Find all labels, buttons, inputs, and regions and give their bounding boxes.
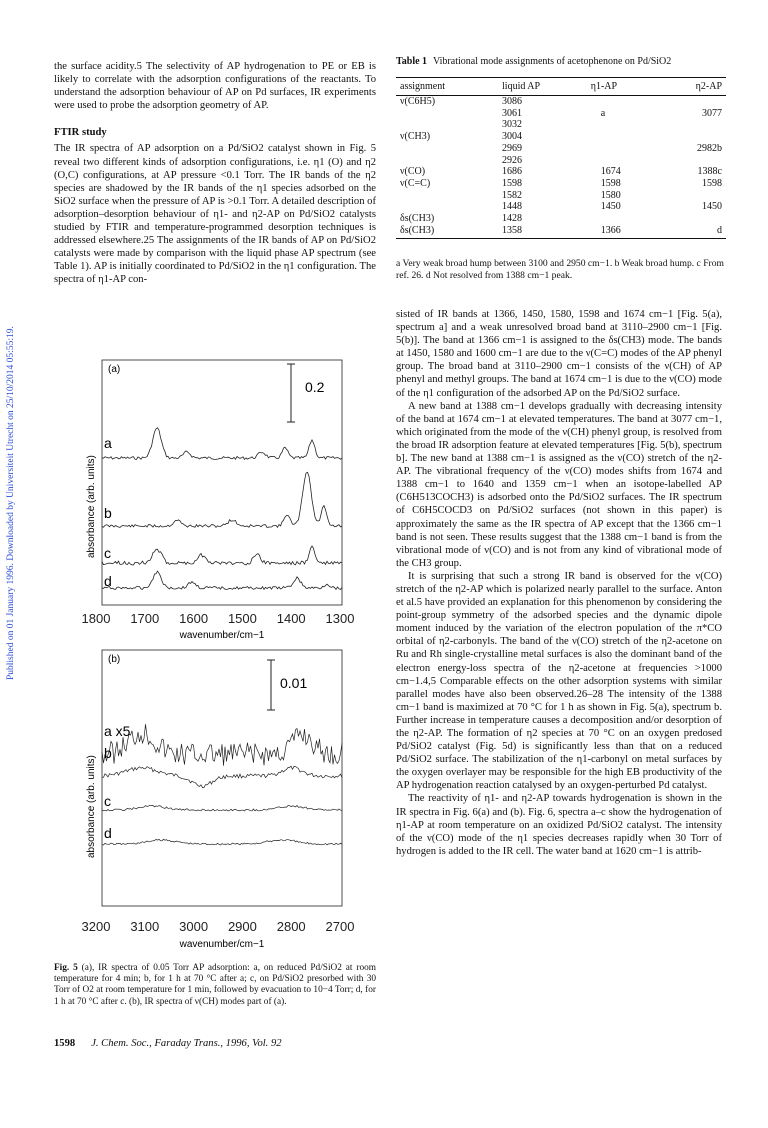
table-cell: 1448	[502, 201, 523, 213]
table-row	[396, 155, 726, 167]
table-cell: 1358	[498, 225, 587, 239]
scale-label: 0.01	[280, 675, 308, 691]
figure-caption-text: (a), IR spectra of 0.05 Torr AP adsorption: a, on reduced Pd/SiO2 at room temperature for 4 min; b, for 1 h at 70 °C after a; c, on Pd/SiO2 presorbed with 30 Torr of O2 at room temperature for 1 min, followed by evacuation to 10−4 Torr; d, for 1 h at 70 °C after c. (b), IR spectra of ν(CH) modes part of (a).	[54, 963, 376, 1007]
table-cell	[587, 131, 660, 143]
table-row	[396, 166, 726, 178]
assignment-table	[396, 77, 726, 239]
download-watermark: Published on 01 January 1996. Downloaded by Universiteit Utrecht on 25/10/2014 05:55:19.	[6, 326, 16, 680]
table-cell	[587, 96, 660, 108]
table-cell: 1450	[600, 201, 621, 213]
x-tick-label: 1300	[325, 611, 355, 626]
left-column	[54, 60, 376, 287]
table-row	[396, 119, 726, 131]
table-row	[396, 96, 726, 108]
page-number: 1598	[54, 1038, 76, 1049]
figure-5b	[82, 648, 372, 953]
column-header: η1-AP	[587, 78, 660, 96]
right-column	[396, 308, 722, 858]
table-cell	[396, 155, 498, 167]
x-tick-label: 1800	[82, 611, 111, 626]
table-footnote: a Very weak broad hump between 3100 and 2950 cm−1. b Weak broad hump. c From ref. 26. d Not resolved from 1388 cm−1 peak.	[396, 258, 724, 281]
table-cell: δs(CH3)	[400, 213, 435, 225]
trace-label: d	[104, 825, 112, 841]
panel-label: (a)	[108, 364, 121, 375]
table-cell	[587, 213, 660, 225]
paragraph: A new band at 1388 cm−1 develops gradually with decreasing intensity of the band at 1674 cm−1 at elevated temperatures. The band at 3077 cm−1, which originated from the mode of the ν(CH) phenyl group, is resolved from the broad IR adsorption feature at elevated temperatures [Fig. 5(b), spectrum b]. The new band at 1388 cm−1 is assigned as the ν(CO) stretch of the η2-AP. The vibrational frequency of the ν(CO) modes shifts from 1674 and 1388 cm−1 to 1640 and 1359 cm−1 when an isotope-labelled AP (C6H513COCH3) is adsorbed onto the Pd/SiO2 surfaces. The IR spectrum of C6H5COCD3 on Pd/SiO2 surfaces (not shown in this paper) is approximately the same as the IR spectra of AP except that the 1366 cm−1 band is not seen. These results suggest that the 1388 cm−1 band is from the vibrational mode of ν(CO) and is not from any kind of vibrational mode of the CH3 group.	[396, 400, 722, 569]
table-cell: 3061	[502, 107, 523, 119]
table-row	[396, 225, 726, 239]
table-cell	[396, 201, 498, 213]
table-cell	[660, 155, 726, 167]
x-tick-label: 1400	[276, 611, 306, 626]
trace-label: c	[104, 545, 111, 561]
spectrum-trace	[102, 839, 342, 845]
table-cell: 3077	[702, 107, 722, 119]
table-cell	[660, 96, 726, 108]
table-cell: 1582	[502, 189, 523, 201]
x-tick-label: 2800	[276, 919, 306, 934]
table-cell: 1428	[502, 213, 523, 225]
paragraph: The reactivity of η1- and η2-AP towards hydrogenation is shown in the IR spectra in Fig. 6(a) and (b). Fig. 6, spectra a–c show the hydrogenation of η1-AP at room temperature on an oxidized Pd/SiO2 catalyst. The intensity of the ν(CO) mode of the η1 species decreases rapidly when 30 Torr of hydrogen is added to the IR cell. The water band at 1620 cm−1 is attrib-	[396, 793, 722, 857]
table-label: Table 1	[396, 56, 428, 67]
table-cell: 3004	[502, 131, 523, 143]
table-cell: ν(C=C)	[400, 177, 431, 189]
spectrum-trace	[102, 766, 342, 788]
table-cell	[396, 190, 498, 202]
column-header: assignment	[396, 78, 498, 96]
table-row	[396, 131, 726, 143]
trace-label: b	[104, 505, 112, 521]
scale-label: 0.2	[305, 379, 325, 395]
table-cell: 1580	[600, 189, 621, 201]
x-tick-label: 3000	[179, 919, 209, 934]
table-cell	[660, 190, 726, 202]
figure-5a	[82, 358, 372, 648]
spectrum-trace	[102, 805, 342, 811]
table-cell	[396, 108, 498, 120]
table-cell: 1388c	[697, 166, 722, 178]
paragraph: It is surprising that such a strong IR band is observed for the ν(CO) stretch of the η2-AP which is polarized nearly parallel to the surface. Anton et al.5 have provided an explanation for this phenomenon by considering the point-group symmetry of the adsorbed species and the dynamic dipole moment induced by the variation of the electron population of the π*CO orbital of η2-carbonyls. The band of the ν(CO) stretch of the η2-acetone on Ru and Rh single-crystalline metal surfaces is also the dominant band of the electron energy-loss spectra of the η2-acetone at frequencies >1000 cm−1.4,5 Comparable effects on the other adsorption systems with similar parallel modes have also been observed.26–28 The intensity of the 1388 cm−1 band is maximized at 70 °C for 1 h as shown in Fig. 5(a), spectrum b. Further increase in temperature causes a decomposition and/or desorption of the η2-AP. The formation of η2 species at 70 °C on an oxygen predosed Pd/SiO2 catalyst (Fig. 5d) is significantly less than that on a reduced Pd/SiO2 surface. The stabilization of the η1-carbonyl on metal surfaces by the oxygen overlayer may be responsible for the high EB productivity of the AP hydrogenation reaction catalysed by an oxygen-perturbed Pd catalyst.	[396, 570, 722, 792]
table-cell: 1450	[702, 201, 722, 213]
table-row	[396, 201, 726, 213]
table-cell: 2982b	[697, 142, 722, 154]
table-cell: 2969	[502, 142, 523, 154]
figure-caption	[54, 963, 376, 1008]
table-cell	[396, 119, 498, 131]
figure-label: Fig. 5	[54, 963, 78, 973]
paragraph: the surface acidity.5 The selectivity of AP hydrogenation to PE or EB is likely to correlate with the adsorption configurations of the reactants. To understand the adsorption behaviour of AP on Pd surfaces, IR experiments were used to probe the adsorption geometry of AP.	[54, 61, 376, 112]
table-header-row	[396, 78, 726, 96]
table-cell: 1366	[587, 225, 660, 239]
table-cell	[587, 143, 660, 155]
x-tick-label: 1700	[130, 611, 160, 626]
spectrum-trace	[102, 428, 342, 460]
paragraph: sisted of IR bands at 1366, 1450, 1580, 1598 and 1674 cm−1 [Fig. 5(a), spectrum a] and a weak unresolved broad band at 3110–2900 cm−1 [Fig. 5(b)]. The band at 1366 cm−1 is assigned to the δs(CH3) mode. The bands at 1450, 1580 and 1600 cm−1 are due to the ν(C=C) modes of the AP phenyl group. The broad band at 3110–2900 cm−1 consists of the ν(CH) of AP phenyl and methyl groups. The band at 1674 cm−1 is due to the ν(CO) mode of the η1 configuration of the adsorbed AP on the Pd/SiO2 surface.	[396, 309, 722, 399]
table-caption	[396, 56, 726, 67]
table-cell	[587, 155, 660, 167]
table-row	[396, 213, 726, 225]
x-tick-label: 2700	[325, 919, 355, 934]
table-cell: 1598	[502, 177, 523, 189]
column-header: liquid AP	[498, 78, 587, 96]
column-header: η2-AP	[660, 78, 726, 96]
trace-label: d	[104, 573, 112, 589]
table-cell: 1674	[600, 166, 621, 178]
spectrum-trace	[102, 724, 342, 766]
table-cell	[660, 213, 726, 225]
table-cell: 1686	[502, 166, 523, 178]
table-cell: ν(C6H5)	[400, 96, 436, 107]
x-tick-label: 1600	[179, 611, 209, 626]
x-axis-label: wavenumber/cm−1	[179, 630, 265, 641]
y-axis-label: absorbance (arb. units)	[86, 455, 97, 558]
x-axis-label: wavenumber/cm−1	[179, 939, 265, 950]
table-cell: 2926	[502, 154, 523, 166]
x-tick-label: 3100	[130, 919, 160, 934]
trace-label: a x5	[104, 723, 131, 739]
table-title: Vibrational mode assignments of acetophenone on Pd/SiO2	[433, 56, 672, 67]
table-cell	[396, 143, 498, 155]
table-cell	[587, 119, 660, 131]
journal-citation: J. Chem. Soc., Faraday Trans., 1996, Vol. 92	[91, 1038, 282, 1049]
spectrum-trace	[102, 571, 342, 589]
table-cell: ν(CH3)	[400, 131, 431, 143]
section-heading: FTIR study	[54, 127, 107, 139]
table-cell: 3086	[502, 96, 523, 107]
panel-label: (b)	[108, 654, 121, 665]
y-axis-label: absorbance (arb. units)	[86, 755, 97, 858]
table-cell: 1598	[600, 177, 621, 189]
trace-label: c	[104, 793, 111, 809]
trace-label: b	[104, 745, 112, 761]
spectrum-trace	[102, 546, 342, 565]
x-tick-label: 1500	[227, 611, 257, 626]
table-row	[396, 178, 726, 190]
table-cell: 3032	[502, 119, 523, 131]
paragraph: The IR spectra of AP adsorption on a Pd/SiO2 catalyst shown in Fig. 5 reveal two different kinds of adsorption configurations, i.e. η1 (O) and η2 (O,C) configurations, at AP pressure <0.1 Torr. The IR bands of the η2 species are shadowed by the IR bands of the η1 species adsorbed on the SiO2 surface when the pressure of AP is >0.1 Torr. A detailed description of adsorption–desorption behaviour of η1- and η2-AP on Pd/SiO2 catalysts studied by FTIR and temperature-programmed desorption techniques is addressed elsewhere.25 The assignments of the IR bands of AP on Pd/SiO2 catalysts were made by comparison with the liquid phase AP spectrum (see Table 1). AP is initially coordinated to Pd/SiO2 in the η1 configuration. The spectra of η1-AP con-	[54, 143, 376, 286]
table-cell	[660, 119, 726, 131]
table-row	[396, 108, 726, 120]
plot-frame	[102, 360, 342, 605]
table-cell: 1598	[702, 177, 722, 189]
x-tick-label: 2900	[227, 919, 257, 934]
table-cell: δs(CH3)	[396, 225, 498, 239]
table-cell: a	[600, 107, 606, 119]
table-cell	[660, 131, 726, 143]
table-cell: d	[660, 225, 726, 239]
page-footer	[54, 1038, 282, 1049]
spectrum-trace	[102, 472, 342, 527]
table-row	[396, 190, 726, 202]
trace-label: a	[104, 435, 112, 451]
x-tick-label: 3200	[82, 919, 111, 934]
table-row	[396, 143, 726, 155]
table-cell: ν(CO)	[400, 166, 426, 178]
